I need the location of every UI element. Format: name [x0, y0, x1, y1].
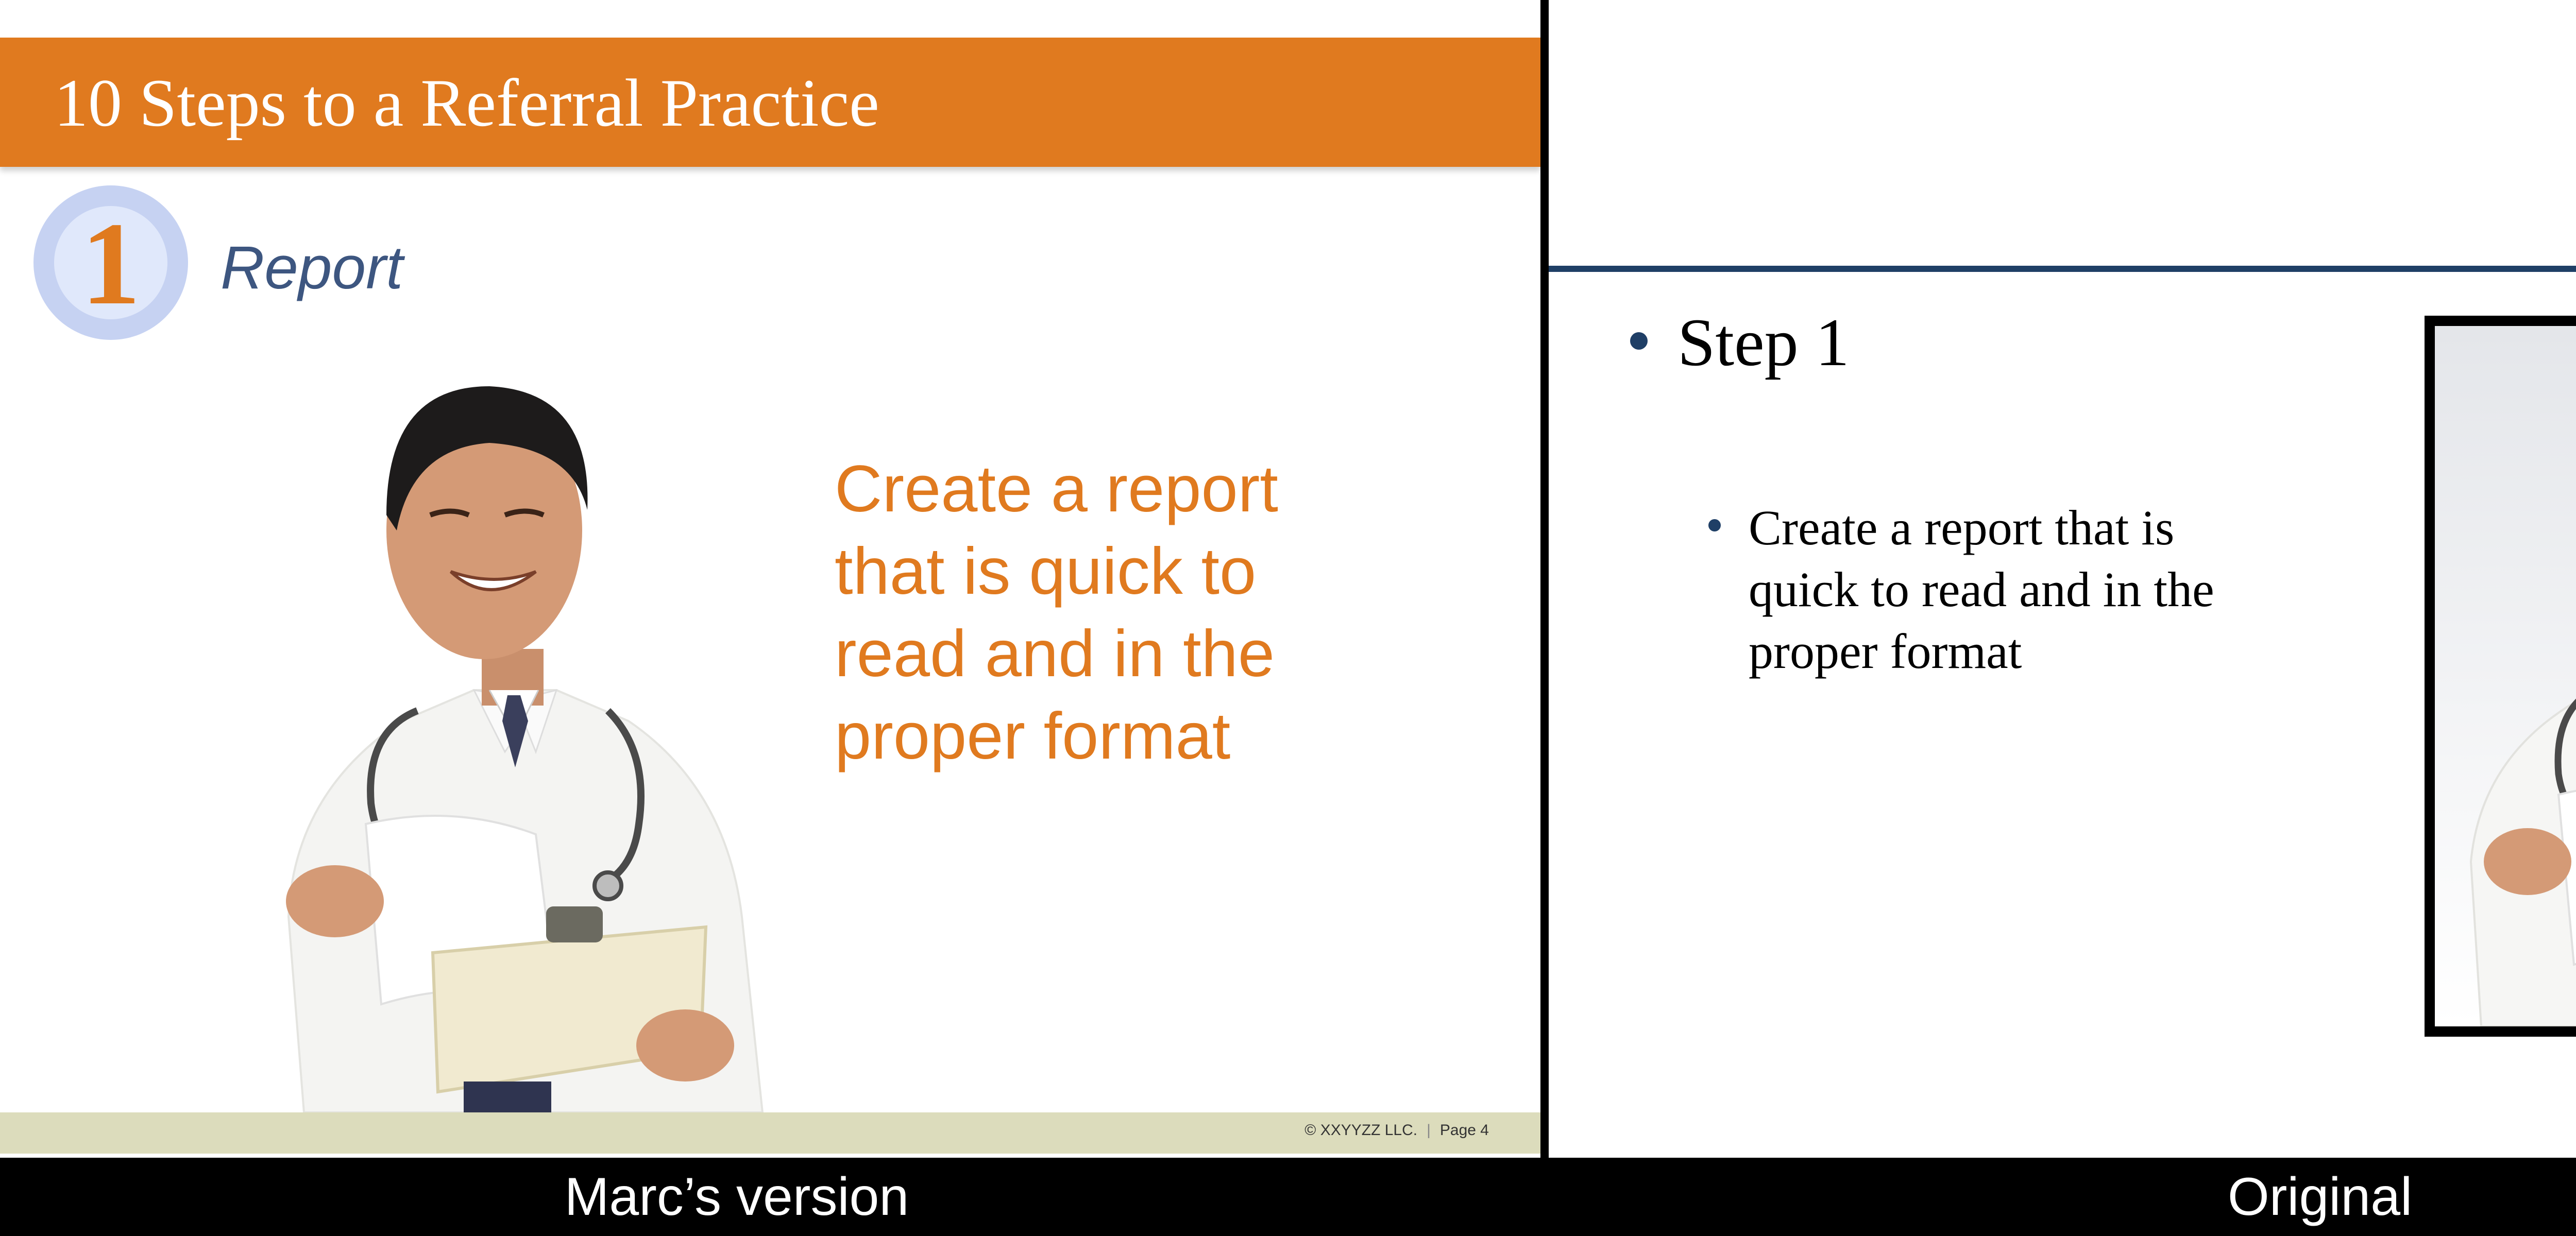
footer-page: Page 4 — [1439, 1122, 1489, 1139]
sub-bullet-icon — [1708, 519, 1721, 531]
original-slide — [1549, 0, 2576, 1158]
title-rule — [1549, 266, 2576, 272]
bullet-step: Step 1 — [1677, 304, 1850, 380]
doctor-photo — [2435, 326, 2576, 1026]
body-line: Create a report — [835, 452, 1278, 526]
footer-text — [1304, 1122, 1489, 1139]
body-line: that is quick to — [835, 535, 1257, 608]
sub-bullet-line: proper format — [1749, 624, 2022, 679]
caption-marcs-version: Marc’s version — [564, 1167, 909, 1227]
step-number: 1 — [81, 198, 141, 329]
slide-body-text — [835, 448, 1453, 778]
framed-photo — [2425, 316, 2576, 1037]
bullet-icon — [1630, 332, 1648, 350]
slide-footer — [0, 1112, 1540, 1154]
body-line: proper format — [835, 699, 1231, 773]
body-line: read and in the — [835, 617, 1275, 691]
sub-bullet-line: Create a report that is — [1749, 500, 2175, 555]
caption-original: Original — [2227, 1167, 2413, 1227]
caption-bar — [0, 1158, 2576, 1236]
step-label: Report — [221, 234, 403, 302]
doctor-photo — [247, 360, 835, 1112]
sub-bullet-text — [1749, 497, 2326, 682]
slide-header-bar — [0, 38, 1540, 167]
footer-copyright: © XXYYZZ LLC. — [1304, 1122, 1418, 1139]
footer-separator: | — [1427, 1122, 1431, 1139]
step-number-circle-inner — [54, 198, 167, 329]
step-number-circle — [33, 185, 188, 340]
sub-bullet-line: quick to read and in the — [1749, 562, 2214, 617]
slide-header-title: 10 Steps to a Referral Practice — [54, 65, 879, 141]
comparison-divider — [1540, 0, 1549, 1158]
